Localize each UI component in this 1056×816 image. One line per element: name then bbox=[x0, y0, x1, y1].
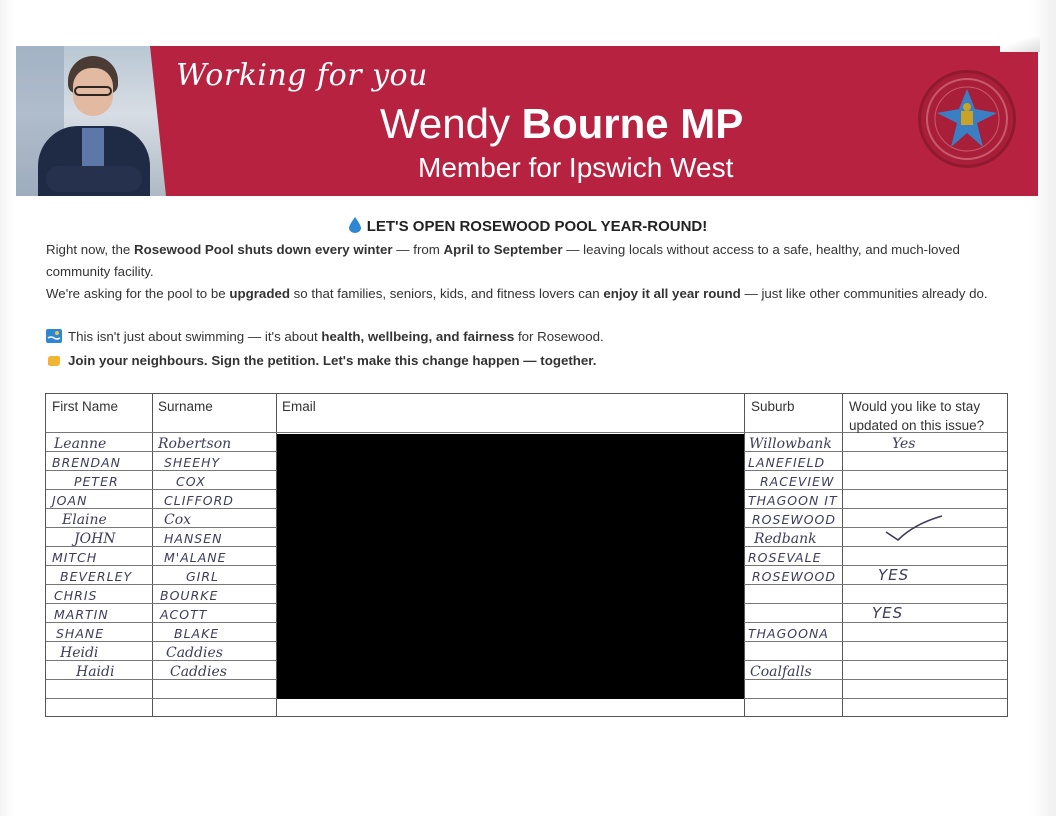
row-6-suburb: Redbank bbox=[754, 531, 817, 547]
row-2-first-name: BRENDAN bbox=[52, 455, 122, 470]
mp-surname-title: Bourne MP bbox=[521, 100, 744, 147]
row-8-updates: YES bbox=[878, 566, 910, 584]
banner-tagline: Working for you bbox=[176, 58, 428, 93]
row-13-surname: Caddies bbox=[170, 664, 227, 680]
row-12-first-name: Heidi bbox=[60, 645, 99, 661]
row-9-first-name: CHRIS bbox=[54, 588, 98, 603]
row-6-surname: HANSEN bbox=[164, 531, 223, 546]
row-6-first-name: JOHN bbox=[74, 531, 116, 547]
water-drop-icon bbox=[349, 217, 361, 237]
row-6-updates bbox=[884, 514, 944, 549]
signature-table bbox=[45, 393, 1008, 717]
paragraph-request: We're asking for the pool to be upgraded so that families, seniors, kids, and fitness lovers can enjoy it all year round — just like other communities already do. bbox=[46, 286, 988, 301]
row-3-first-name: PETER bbox=[74, 474, 119, 489]
row-11-suburb: THAGOONA bbox=[748, 626, 829, 641]
row-8-surname: GIRL bbox=[186, 569, 220, 584]
row-10-surname: ACOTT bbox=[160, 607, 208, 622]
row-1-updates: Yes bbox=[892, 436, 916, 452]
mp-name bbox=[380, 100, 743, 148]
row-1-suburb: Willowbank bbox=[749, 436, 832, 452]
swimmer-icon bbox=[46, 328, 62, 350]
row-8-suburb: ROSEWOOD bbox=[752, 569, 837, 584]
row-9-surname: BOURKE bbox=[160, 588, 219, 603]
row-1-first-name: Leanne bbox=[54, 436, 107, 452]
petition-heading-text: LET'S OPEN ROSEWOOD POOL YEAR-ROUND! bbox=[366, 218, 708, 235]
row-12-surname: Caddies bbox=[166, 645, 223, 661]
row-5-suburb: ROSEWOOD bbox=[752, 512, 837, 527]
row-7-first-name: MITCH bbox=[52, 550, 98, 565]
header-first-name: First Name bbox=[52, 399, 119, 414]
row-7-suburb: ROSEVALE bbox=[748, 550, 822, 565]
header-surname: Surname bbox=[158, 399, 213, 414]
paragraph-call-to-action: Join your neighbours. Sign the petition. Let's make this change happen — together. bbox=[46, 350, 996, 374]
row-8-first-name: BEVERLEY bbox=[60, 569, 133, 584]
row-4-suburb: THAGOON IT bbox=[748, 493, 838, 508]
row-10-updates: YES bbox=[872, 604, 904, 622]
row-4-surname: CLIFFORD bbox=[164, 493, 234, 508]
coat-of-arms-seal bbox=[918, 70, 1016, 168]
mp-first-name: Wendy bbox=[380, 100, 522, 147]
row-4-first-name: JOAN bbox=[52, 493, 88, 508]
petition-heading bbox=[0, 217, 1056, 237]
row-10-first-name: MARTIN bbox=[54, 607, 109, 622]
row-1-surname: Robertson bbox=[158, 436, 232, 452]
row-13-first-name: Haidi bbox=[76, 664, 115, 680]
row-11-first-name: SHANE bbox=[56, 626, 105, 641]
mp-portrait bbox=[16, 46, 168, 196]
row-3-surname: COX bbox=[176, 474, 206, 489]
paragraph-closure: Right now, the Rosewood Pool shuts down every winter — from April to September — leaving locals without access to a safe, healthy, and much-loved community facility. bbox=[46, 242, 960, 279]
folded-corner bbox=[1000, 34, 1040, 52]
row-7-surname: M'ALANE bbox=[164, 550, 227, 565]
row-2-surname: SHEEHY bbox=[164, 455, 221, 470]
row-3-suburb: RACEVIEW bbox=[760, 474, 835, 489]
row-13-suburb: Coalfalls bbox=[750, 664, 812, 680]
header-email: Email bbox=[282, 399, 316, 414]
row-5-first-name: Elaine bbox=[62, 512, 107, 528]
row-11-surname: BLAKE bbox=[174, 626, 220, 641]
email-redaction bbox=[277, 434, 744, 699]
header-updates: Would you like to stay updated on this issue? bbox=[849, 399, 985, 433]
row-2-suburb: LANEFIELD bbox=[748, 455, 826, 470]
paragraph-health: This isn't just about swimming — it's about health, wellbeing, and fairness for Rosewood. bbox=[46, 326, 996, 350]
row-5-surname: Cox bbox=[164, 512, 192, 528]
header-suburb: Suburb bbox=[751, 399, 795, 414]
electorate-title: Member for Ipswich West bbox=[418, 152, 734, 183]
hand-icon bbox=[46, 352, 62, 374]
